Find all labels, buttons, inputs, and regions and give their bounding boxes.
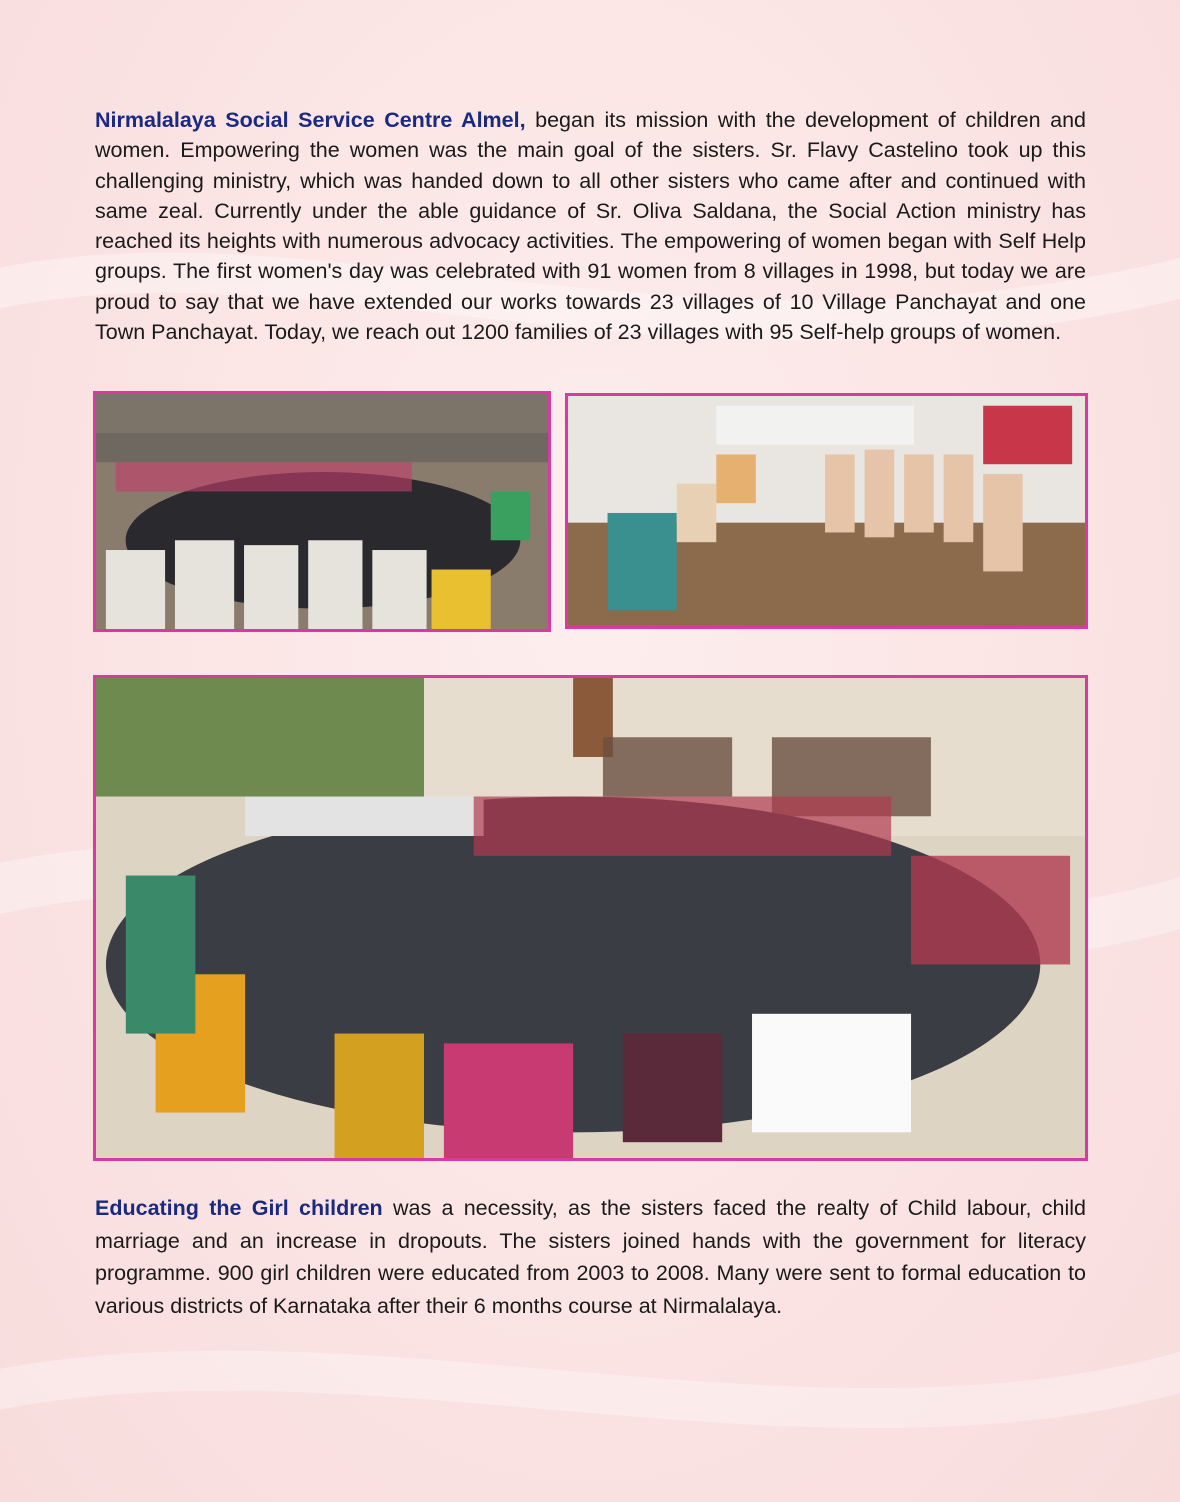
girl-education-paragraph [95, 1192, 1086, 1322]
photo-women-circle-meeting [93, 675, 1088, 1161]
intro-body-text: began its mission with the development of children and women. Empowering the women was the main goal of the sisters. Sr. Flavy Castelino took up this challenging ministry, which was handed down to all other sisters who came after and continued with same zeal. Currently under the able guidance of Sr. Oliva Saldana, the Social Action ministry has reached its heights with numerous advocacy activities. The empowering of women began with Self Help groups. The first women's day was celebrated with 91 women from 8 villages in 1998, but today we are proud to say that we have extended our works towards 23 villages of 10 Village Panchayat and one Town Panchayat. Today, we reach out 1200 families of 23 villages with 95 Self-help groups of women. [95, 108, 1086, 345]
girl-education-lead-heading: Educating the Girl children [95, 1196, 383, 1220]
intro-lead-heading: Nirmalalaya Social Service Centre Almel, [95, 108, 526, 132]
intro-paragraph [95, 105, 1086, 347]
girl-education-body-text: was a necessity, as the sisters faced the realty of Child labour, child marriage and an increase in dropouts. The sisters joined hands with the government for literacy programme. 900 girl children were educated from 2003 to 2008. Many were sent to formal education to various districts of Karnataka after their 6 months course at Nirmalalaya. [95, 1196, 1086, 1318]
photo-indoor-meeting [565, 393, 1088, 629]
photo-village-meeting-men [93, 391, 551, 632]
